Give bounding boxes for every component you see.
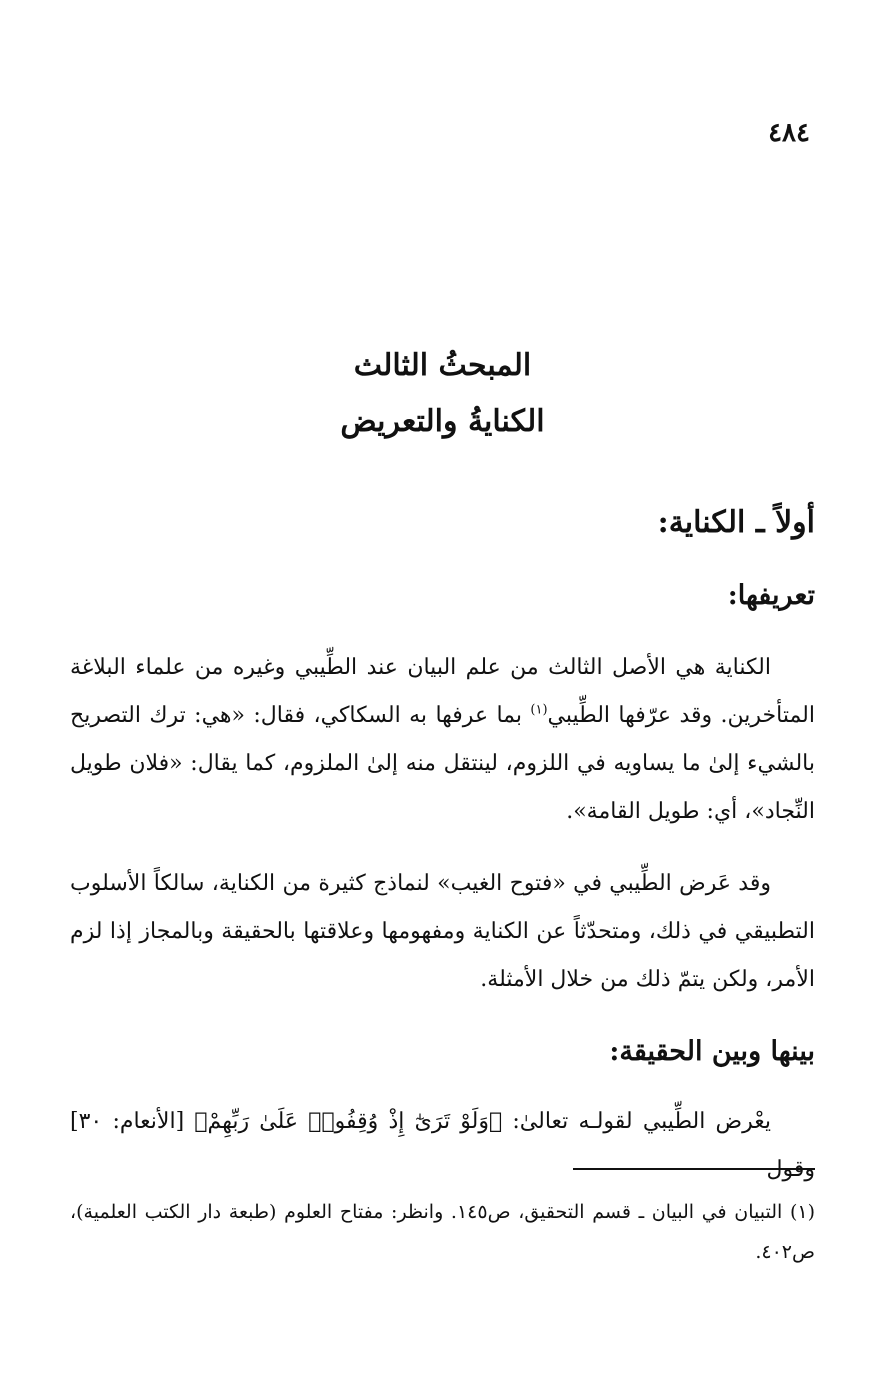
paragraph-definition-text-2: بما عرفها به السكاكي، فقال: «هي: ترك التصريح بالشيء إلىٰ ما يساويه في اللزوم، لينتقل منه إلىٰ الملزوم، كما يقال: «فلان طويل النِّجاد»، أي: طويل القامة». bbox=[70, 703, 815, 824]
chapter-title-line-1: المبحثُ الثالث bbox=[353, 348, 532, 383]
footnote: (١) التبيان في البيان ـ قسم التحقيق، ص١٤٥. وانظر: مفتاح العلوم (طبعة دار الكتب العلمية)، ص٤٠٢. bbox=[70, 1201, 815, 1263]
paragraph-definition-text-1: الكناية هي الأصل الثالث من علم البيان عند الطِّيبي وغيره من علماء البلاغة المتأخرين. وقد عرّفها الطِّيبي bbox=[70, 655, 816, 728]
page-number: ٤٨٤ bbox=[768, 118, 810, 148]
subheading-definition: تعريفها: bbox=[727, 580, 815, 611]
footnote-reference: (١) bbox=[530, 702, 548, 718]
footnote-divider bbox=[573, 1168, 815, 1170]
paragraph-definition bbox=[70, 644, 815, 836]
subheading-reality: بينها وبين الحقيقة: bbox=[609, 1036, 815, 1067]
chapter-title bbox=[0, 338, 885, 450]
paragraph-quran-verse: يعْرض الطِّيبي لقولـه تعالىٰ: ﴿وَلَوْ تَرَىٰٓ إِذْ وُقِفُوا۟ عَلَىٰ رَبِّهِمْ﴾ [الأنعام: ٣٠] وقول bbox=[70, 1109, 815, 1182]
paragraph-examples: وقد عَرض الطِّيبي في «فتوح الغيب» لنماذج كثيرة من الكناية، سالكاً الأسلوب التطبيقي في ذلك، ومتحدّثاً عن الكناية ومفهومها وعلاقتها بالحقيقة وبالمجاز إذا لزم الأمر، ولكن يتمّ ذلك من خلال الأمثلة. bbox=[70, 871, 815, 992]
section-heading: أولاً ـ الكناية: bbox=[657, 505, 815, 540]
chapter-title-line-2: الكنايةُ والتعريض bbox=[340, 404, 545, 439]
